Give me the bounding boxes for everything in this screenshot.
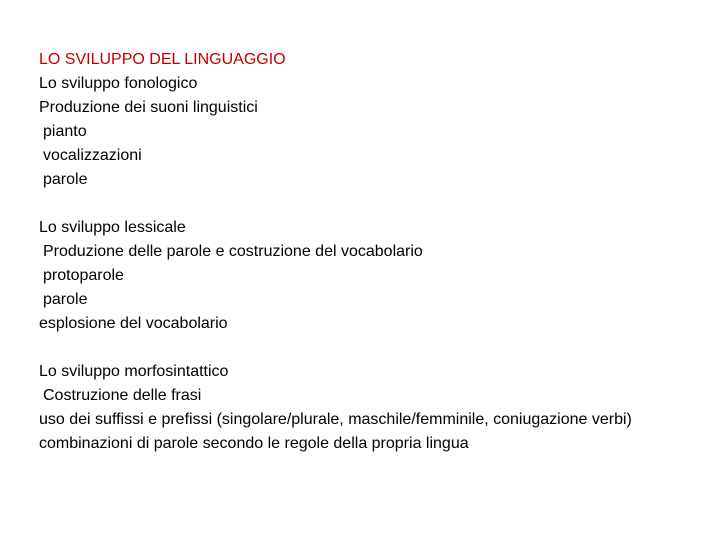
section-subheading: Costruzione delle frasi: [43, 387, 202, 404]
section-subheading: Produzione delle parole e costruzione del vocabolario: [43, 243, 423, 260]
list-item: esplosione del vocabolario: [39, 315, 228, 332]
list-item: protoparole: [43, 267, 124, 284]
list-item: parole: [43, 171, 88, 188]
list-item: uso dei suffissi e prefissi (singolare/plurale, maschile/femminile, coniugazione verbi): [39, 411, 632, 428]
list-item: parole: [43, 291, 88, 308]
section-heading: Lo sviluppo morfosintattico: [39, 363, 229, 380]
section-heading: Lo sviluppo fonologico: [39, 75, 198, 92]
slide-title: LO SVILUPPO DEL LINGUAGGIO: [39, 51, 286, 68]
list-item: vocalizzazioni: [43, 147, 142, 164]
section-subheading: Produzione dei suoni linguistici: [39, 99, 258, 116]
slide-content: [39, 48, 689, 456]
section-spacer: [39, 336, 689, 360]
list-item: pianto: [43, 123, 87, 140]
list-item: combinazioni di parole secondo le regole della propria lingua: [39, 435, 469, 452]
section-heading: Lo sviluppo lessicale: [39, 219, 186, 236]
section-spacer: [39, 192, 689, 216]
